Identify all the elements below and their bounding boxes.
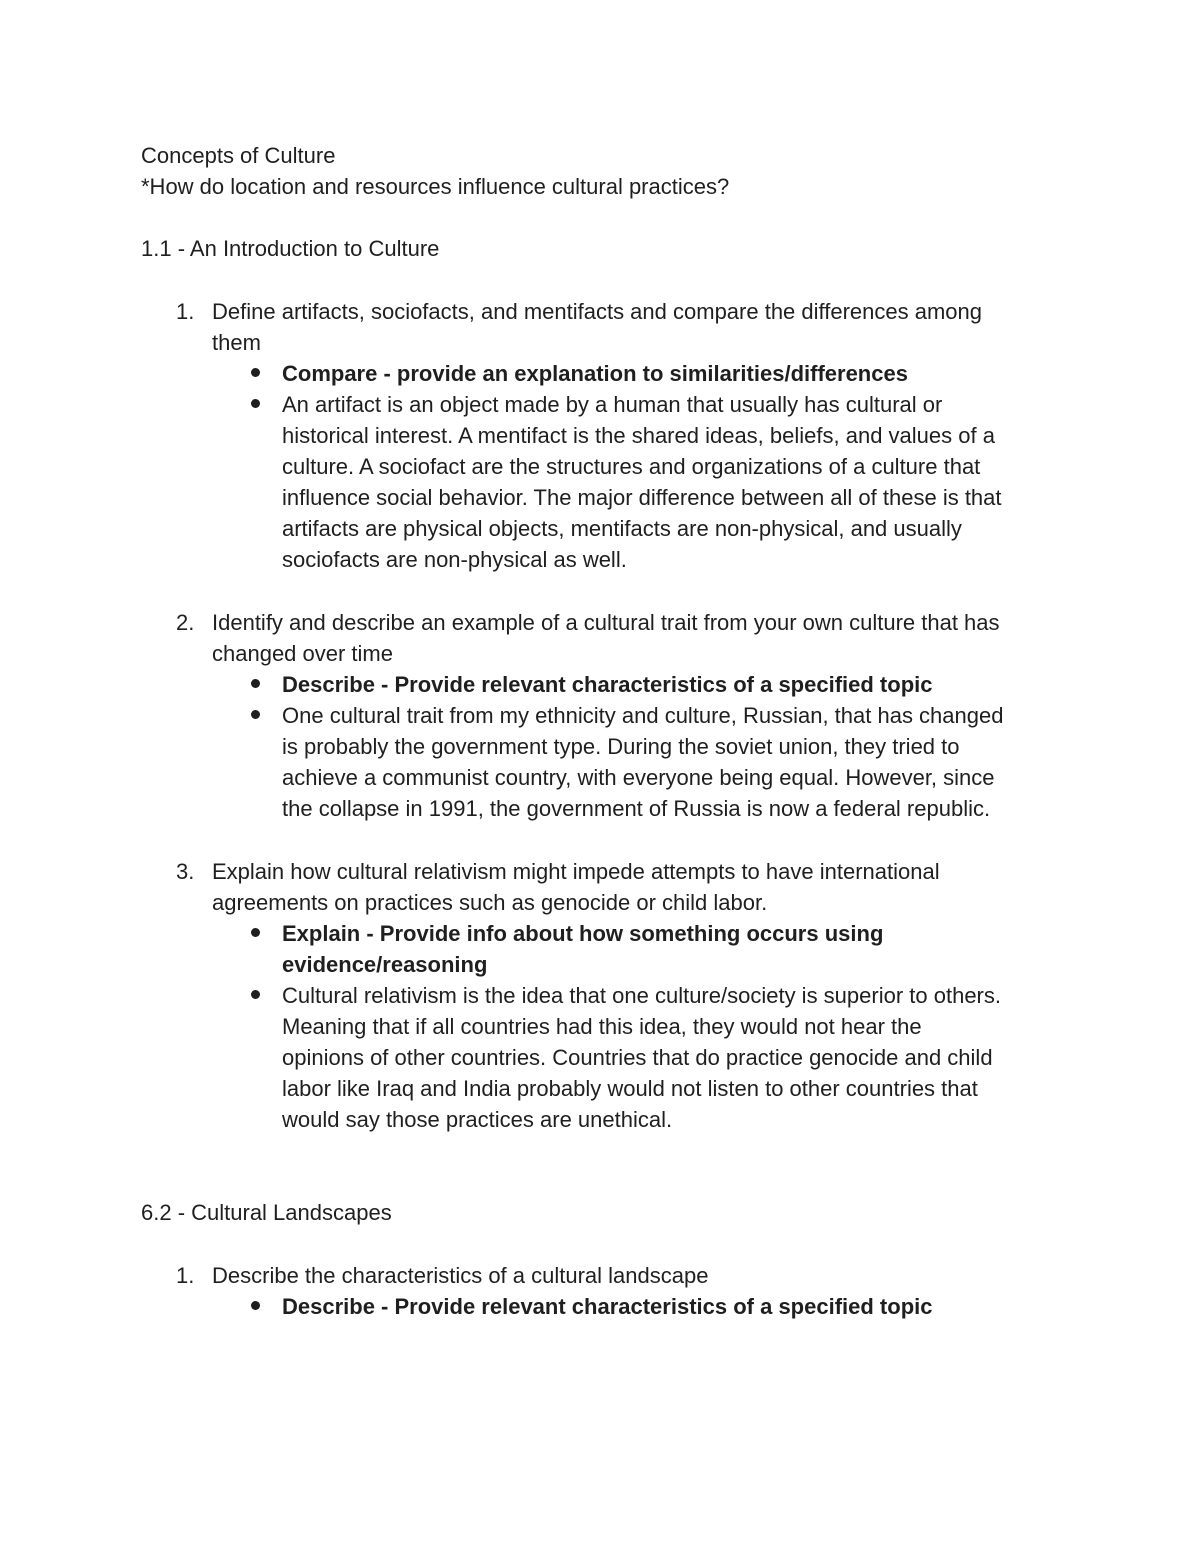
answer-line: opinions of other countries. Countries that do practice genocide and child (282, 1045, 993, 1070)
item-prompt-line: Identify and describe an example of a cultural trait from your own culture that has (212, 610, 1000, 635)
answer-line: culture. A sociofact are the structures and organizations of a culture that (282, 454, 981, 479)
bullet-icon (251, 1301, 260, 1310)
item-number: 1. (176, 299, 195, 324)
section-heading: 6.2 - Cultural Landscapes (141, 1200, 392, 1225)
answer-line: is probably the government type. During the soviet union, they tried to (282, 734, 960, 759)
task-verb-definition: Compare - provide an explanation to similarities/differences (282, 361, 908, 386)
item-number: 1. (176, 1263, 195, 1288)
answer-line: would say those practices are unethical. (282, 1107, 673, 1132)
bullet-icon (251, 679, 260, 688)
item-prompt-line: changed over time (212, 641, 393, 666)
task-verb-definition: Explain - Provide info about how something occurs using (282, 921, 884, 946)
item-prompt-line: them (212, 330, 261, 355)
item-number: 2. (176, 610, 195, 635)
section-heading: 1.1 - An Introduction to Culture (141, 236, 440, 261)
bullet-icon (251, 399, 260, 408)
answer-line: historical interest. A mentifact is the shared ideas, beliefs, and values of a (282, 423, 995, 448)
answer-line: the collapse in 1991, the government of Russia is now a federal republic. (282, 796, 991, 821)
bullet-icon (251, 368, 260, 377)
answer-line: sociofacts are non-physical as well. (282, 547, 627, 572)
answer-line: achieve a communist country, with everyone being equal. However, since (282, 765, 995, 790)
guiding-question: *How do location and resources influence cultural practices? (141, 174, 730, 199)
answer-line: Meaning that if all countries had this idea, they would not hear the (282, 1014, 922, 1039)
bullet-icon (251, 990, 260, 999)
document-title: Concepts of Culture (141, 143, 336, 168)
task-verb-definition: evidence/reasoning (282, 952, 488, 977)
task-verb-definition: Describe - Provide relevant characteristics of a specified topic (282, 1294, 933, 1319)
bullet-icon (251, 928, 260, 937)
item-prompt-line: Define artifacts, sociofacts, and mentifacts and compare the differences among (212, 299, 982, 324)
answer-line: labor like Iraq and India probably would not listen to other countries that (282, 1076, 978, 1101)
item-prompt-line: agreements on practices such as genocide or child labor. (212, 890, 768, 915)
task-verb-definition: Describe - Provide relevant characteristics of a specified topic (282, 672, 933, 697)
item-prompt-line: Describe the characteristics of a cultural landscape (212, 1263, 709, 1288)
answer-line: artifacts are physical objects, mentifacts are non-physical, and usually (282, 516, 962, 541)
answer-line: influence social behavior. The major difference between all of these is that (282, 485, 1002, 510)
bullet-icon (251, 710, 260, 719)
answer-line: Cultural relativism is the idea that one culture/society is superior to others. (282, 983, 1001, 1008)
answer-line: One cultural trait from my ethnicity and culture, Russian, that has changed (282, 703, 1004, 728)
item-prompt-line: Explain how cultural relativism might impede attempts to have international (212, 859, 940, 884)
item-number: 3. (176, 859, 195, 884)
answer-line: An artifact is an object made by a human that usually has cultural or (282, 392, 943, 417)
